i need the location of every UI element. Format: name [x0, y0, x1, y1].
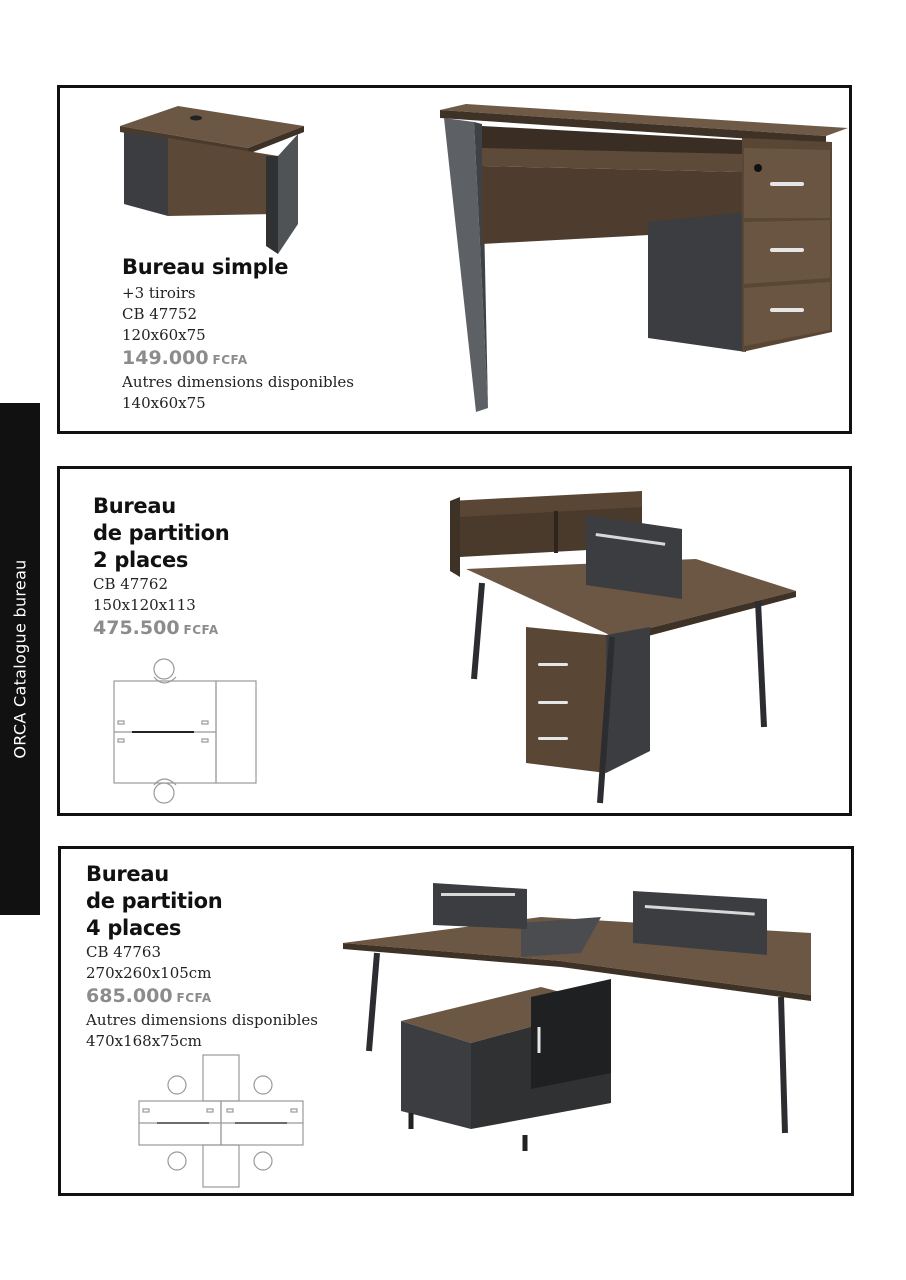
product-dimensions: 150x120x113 [93, 596, 196, 614]
price-value: 475.500 [93, 617, 180, 639]
other-dimensions-value: 140x60x75 [122, 394, 206, 412]
price-currency: FCFA [176, 991, 212, 1005]
other-dimensions-label: Autres dimensions disponibles [86, 1011, 319, 1029]
product-price [93, 616, 229, 642]
product-dimensions: 270x260x105cm [86, 964, 212, 982]
product-price [86, 984, 318, 1010]
product-code: CB 47752 [122, 305, 197, 323]
product-panel-bureau-simple [57, 85, 852, 434]
price-currency: FCFA [212, 353, 248, 367]
partition-desk-2-image [446, 487, 798, 807]
price-value: 149.000 [122, 347, 209, 369]
product-title: Bureau simple [122, 255, 289, 279]
floor-plan-4-places [135, 1053, 307, 1189]
product-dimensions: 120x60x75 [122, 326, 206, 344]
product-panel-partition-2 [57, 466, 852, 816]
product-title-line-2: de partition [86, 889, 223, 913]
product-code: CB 47763 [86, 943, 161, 961]
large-desk-image [436, 102, 848, 414]
product-title-line-3: 4 places [86, 916, 182, 940]
product-feature: +3 tiroirs [122, 284, 196, 302]
price-value: 685.000 [86, 985, 173, 1007]
floor-plan-2-places [110, 655, 260, 807]
other-dimensions-value: 470x168x75cm [86, 1032, 202, 1050]
product-title-line-1: Bureau [93, 494, 176, 518]
product-title-line-1: Bureau [86, 862, 169, 886]
product-price [122, 346, 354, 372]
small-desk-image [118, 104, 308, 260]
side-tab-label: ORCA Catalogue bureau [10, 559, 30, 759]
product-panel-partition-4 [58, 846, 854, 1196]
other-dimensions-label: Autres dimensions disponibles [122, 373, 355, 391]
product-title-line-3: 2 places [93, 548, 189, 572]
partition-desk-4-image [341, 877, 815, 1177]
product-code: CB 47762 [93, 575, 168, 593]
product-title-line-2: de partition [93, 521, 230, 545]
side-tab [0, 403, 40, 915]
price-currency: FCFA [183, 623, 219, 637]
